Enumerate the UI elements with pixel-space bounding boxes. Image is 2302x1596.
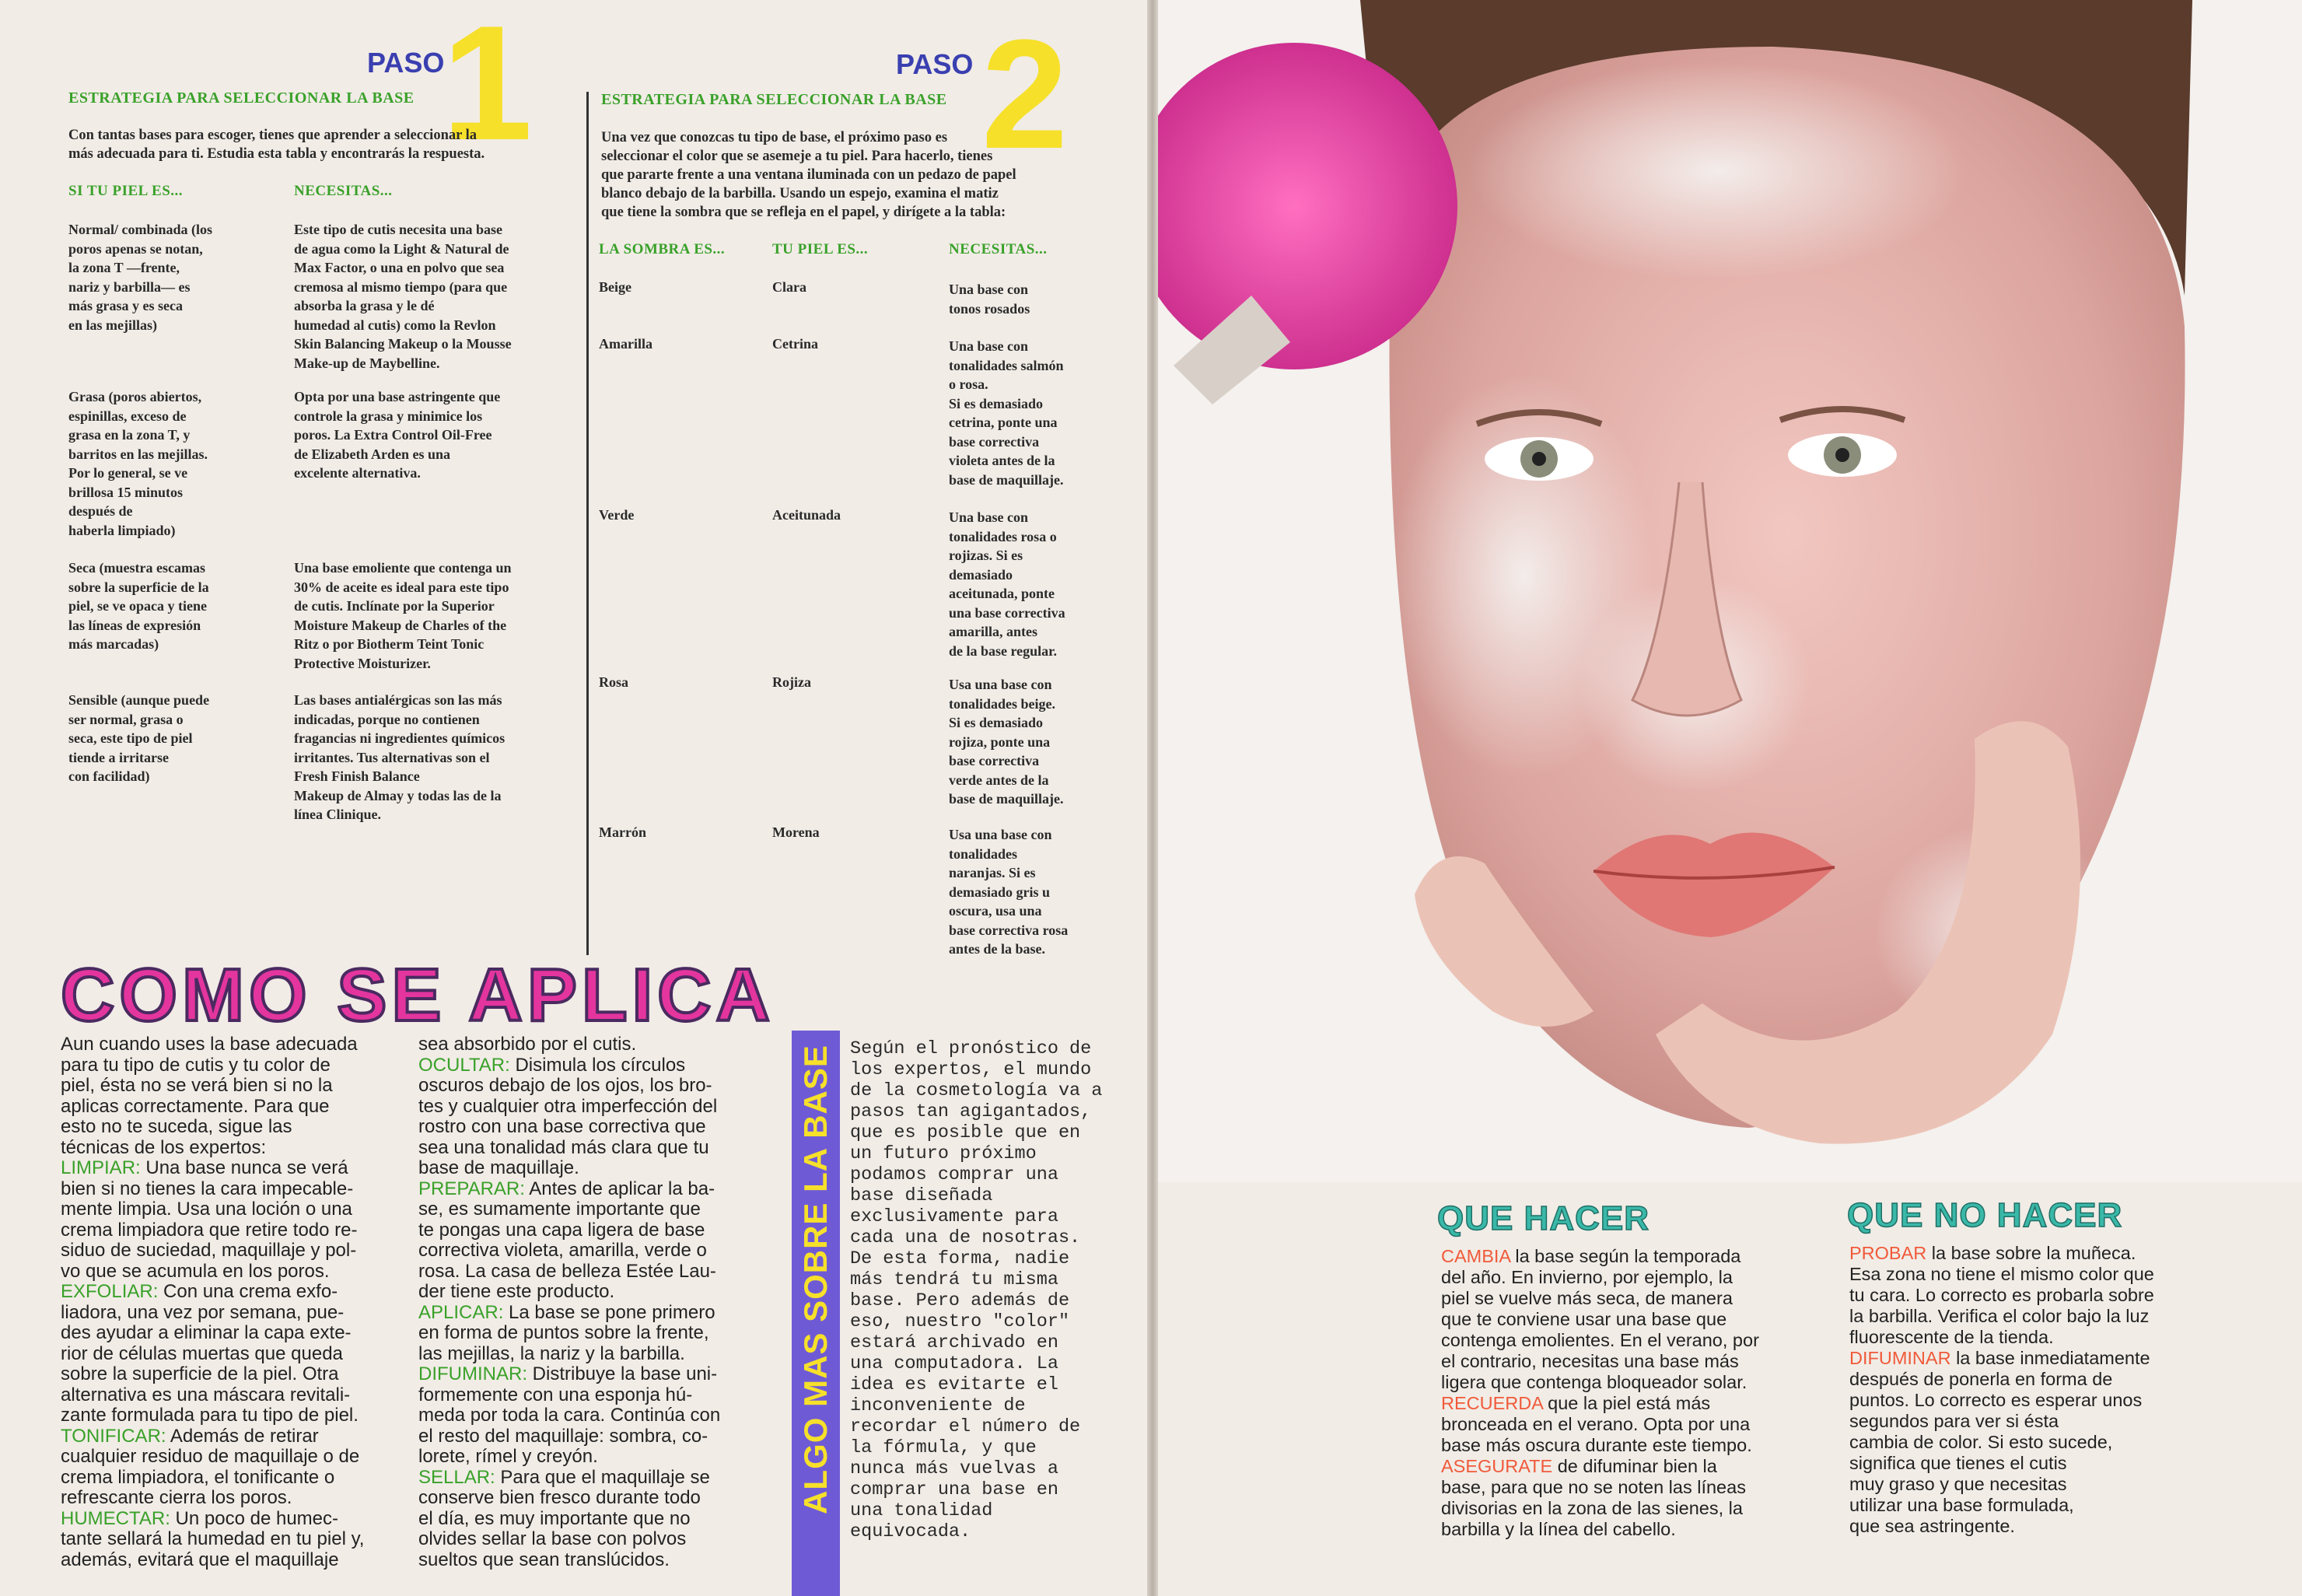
cell-line: más grasa y es seca [68, 298, 183, 313]
body-line: Esa zona no tiene el mismo color que [1849, 1264, 2154, 1284]
sidebar-line: una computadora. La [850, 1353, 1058, 1374]
cell-line: aceitunada, ponte [949, 586, 1055, 601]
cell-line: línea Clinique. [294, 807, 382, 822]
keyword: LIMPIAR: [61, 1157, 141, 1178]
body-line: mente limpia. Usa una loción o una [61, 1199, 352, 1220]
body-line: DIFUMINAR la base inmediatamente [1849, 1348, 2150, 1368]
sidebar-line: base. Pero además de [850, 1290, 1070, 1311]
body-line: APLICAR: La base se pone primero [418, 1301, 715, 1323]
body-line: tante sellará la humedad en tu piel y, [61, 1528, 365, 1549]
como-column-1 [61, 1034, 391, 1570]
cell-line: Makeup de Almay y todas las de la [294, 787, 502, 803]
intro-line: Una vez que conozcas tu tipo de base, el próximo paso es [601, 130, 948, 145]
paso1-col-header-skin: SI TU PIEL ES... [68, 183, 184, 199]
cell-line: rojizas. Si es [949, 548, 1023, 563]
cell-line: tonos rosados [949, 300, 1030, 317]
cell-line: seca, este tipo de piel [68, 730, 193, 746]
body-line: para tu tipo de cutis y tu color de [61, 1054, 331, 1076]
body-line: significa que tienes el cutis [1849, 1453, 2067, 1473]
cell-line: controle la grasa y minimice los [294, 408, 483, 424]
paso2-skin-cell: Clara [772, 279, 806, 295]
keyword: RECUERDA [1441, 1393, 1543, 1413]
paso2-col-header-shadow: LA SOMBRA ES... [599, 241, 726, 257]
paso1-need-cell [294, 220, 574, 373]
cell-line: Normal/ combinada (los [68, 222, 213, 237]
paso1-skin-cell [68, 691, 278, 786]
body-line: en forma de puntos sobre la frente, [418, 1322, 709, 1343]
sidebar-line: los expertos, el mundo [850, 1059, 1092, 1080]
body-line: puntos. Lo correcto es esperar unos [1849, 1390, 2143, 1410]
cell-line: Una base con [949, 282, 1029, 297]
cell-line: absorba la grasa y le dé [294, 298, 435, 313]
body-line: vo que se acumula en los poros. [61, 1260, 330, 1282]
cell-line: Si es demasiado [949, 395, 1044, 411]
paso2-need-cell [949, 337, 1139, 489]
keyword: TONIFICAR: [61, 1425, 166, 1447]
body-line: contenga emolientes. En el verano, por [1441, 1330, 1759, 1350]
body-line: tes y cualquier otra imperfección del [418, 1095, 718, 1117]
body-line: TONIFICAR: Además de retirar [61, 1425, 319, 1447]
model-photo [1158, 0, 2302, 1182]
sidebar-line: inconveniente de [850, 1395, 1026, 1416]
como-column-2 [418, 1034, 749, 1570]
cell-line: Protective Moisturizer. [294, 655, 431, 671]
cell-line: Moisture Makeup de Charles of the [294, 617, 507, 633]
body-line: OCULTAR: Disimula los círculos [418, 1054, 686, 1076]
que-hacer-title: QUE HACER [1437, 1199, 1650, 1237]
body-line: rosa. La casa de belleza Estée Lau- [418, 1260, 716, 1282]
cell-line: Una base con [949, 338, 1029, 354]
paso2-shadow-cell: Beige [599, 279, 631, 295]
body-line: crema limpiadora que retire todo re- [61, 1219, 358, 1241]
sidebar-line: un futuro próximo [850, 1143, 1037, 1164]
que-no-hacer-title: QUE NO HACER [1847, 1196, 2123, 1234]
body-line: PREPARAR: Antes de aplicar la ba- [418, 1178, 715, 1199]
sidebar-title [792, 1031, 840, 1528]
cell-line: demasiado gris u [949, 884, 1051, 900]
paso1-skin-cell [68, 387, 278, 540]
cell-line: irritantes. Tus alternativas son el [294, 749, 490, 765]
cell-line: barritos en las mejillas. [68, 446, 208, 462]
cell-line: las líneas de expresión [68, 617, 201, 633]
cell-line: base correctiva rosa [949, 922, 1069, 938]
body-line: crema limpiadora, el tonificante o [61, 1466, 335, 1488]
body-line: técnicas de los expertos: [61, 1136, 267, 1158]
cell-line: una base correctiva [949, 604, 1065, 621]
body-line: HUMECTAR: Un poco de humec- [61, 1507, 339, 1529]
body-line: cambia de color. Si esto sucede, [1849, 1432, 2113, 1452]
body-line: RECUERDA que la piel está más [1441, 1393, 1711, 1413]
paso2-col-header-need: NECESITAS... [949, 241, 1048, 257]
body-line: fluorescente de la tienda. [1849, 1327, 2054, 1347]
body-line: bien si no tienes la cara impecable- [61, 1178, 354, 1199]
body-line: tu cara. Lo correcto es probarla sobre [1849, 1285, 2154, 1305]
body-line: piel, ésta no se verá bien si no la [61, 1075, 333, 1096]
body-line: sueltos que sean translúcidos. [418, 1549, 670, 1570]
cell-line: 30% de aceite es ideal para este tipo [294, 579, 509, 595]
paso2-col-header-skin: TU PIEL ES... [772, 241, 869, 257]
body-line: después de ponerla en forma de [1849, 1369, 2113, 1389]
cell-line: naranjas. Si es [949, 865, 1036, 880]
body-line: EXFOLIAR: Con una crema exfo- [61, 1281, 338, 1302]
body-line: cualquier residuo de maquillaje o de [61, 1446, 360, 1467]
cell-line: de agua como la Light & Natural de [294, 240, 509, 257]
body-line: barbilla y la línea del cabello. [1441, 1519, 1676, 1539]
que-hacer-body [1441, 1246, 1861, 1540]
keyword: OCULTAR: [418, 1054, 510, 1076]
cell-line: Max Factor, o una en polvo que sea [294, 260, 505, 275]
cell-line: tonalidades salmón [949, 357, 1064, 373]
cell-line: fragancias ni ingredientes químicos [294, 730, 506, 746]
body-line: der tiene este producto. [418, 1281, 615, 1302]
body-line: rior de células muertas que queda [61, 1342, 343, 1364]
sidebar-line: De esta forma, nadie [850, 1248, 1070, 1269]
body-line: des ayudar a eliminar la capa exte- [61, 1322, 352, 1343]
body-line: rostro con una base correctiva que [418, 1116, 706, 1137]
cell-line: tonalidades [949, 845, 1018, 862]
sidebar-title-text: ALGO MAS SOBRE LA BASE [797, 1045, 834, 1514]
que-no-hacer-body [1849, 1243, 2230, 1537]
cell-line: con facilidad) [68, 768, 150, 784]
column-divider [586, 92, 589, 955]
cell-line: cremosa al mismo tiempo (para que [294, 278, 508, 295]
paso1-col-header-need: NECESITAS... [294, 183, 393, 199]
body-line: que te conviene usar una base que [1441, 1309, 1727, 1329]
paso2-number: 2 [981, 8, 1069, 181]
paso2-shadow-cell: Marrón [599, 824, 646, 840]
paso2-skin-cell: Morena [772, 824, 820, 840]
keyword: PREPARAR: [418, 1178, 525, 1199]
cell-line: base correctiva [949, 433, 1040, 450]
paso1-number: 1 [442, 0, 533, 174]
body-line: base de maquillaje. [418, 1157, 579, 1178]
cell-line: base de maquillaje. [949, 791, 1064, 807]
cell-line: Una base emoliente que contenga un [294, 560, 512, 576]
cell-line: piel, se ve opaca y tiene [68, 598, 207, 614]
sidebar-line: que es posible que en [850, 1122, 1081, 1143]
sidebar-line: eso, nuestro "color" [850, 1311, 1070, 1332]
body-line: sobre la superficie de la piel. Otra [61, 1363, 339, 1384]
body-line: base más oscura durante este tiempo. [1441, 1435, 1752, 1455]
keyword: ASEGURATE [1441, 1456, 1553, 1476]
paso2-need-cell [949, 280, 1139, 318]
cell-line: Make-up de Maybelline. [294, 355, 440, 371]
paso2-label: PASO [896, 48, 974, 80]
cell-line: Por lo general, se ve [68, 465, 188, 481]
cell-line: Una base con [949, 509, 1029, 525]
page-gutter [1147, 0, 1158, 1596]
body-line: alternativa es una máscara revitali- [61, 1384, 351, 1405]
cell-line: después de [68, 503, 133, 519]
cell-line: humedad al cutis) como la Revlon [294, 317, 496, 333]
cell-line: Grasa (poros abiertos, [68, 389, 202, 404]
paso2-strategy-heading: ESTRATEGIA PARA SELECCIONAR LA BASE [601, 91, 947, 108]
sidebar-line: podamos comprar una [850, 1164, 1058, 1185]
cell-line: haberla limpiado) [68, 522, 176, 538]
body-line: además, evitará que el maquillaje [61, 1549, 339, 1570]
body-line: conserve bien fresco durante todo [418, 1487, 701, 1508]
cell-line: Usa una base con [949, 827, 1052, 842]
paso2-need-cell [949, 825, 1139, 959]
cell-line: amarilla, antes [949, 624, 1037, 639]
cell-line: espinillas, exceso de [68, 408, 187, 424]
intro-line: más adecuada para ti. Estudia esta tabla y encontrarás la respuesta. [68, 146, 485, 162]
body-line: muy graso y que necesitas [1849, 1474, 2067, 1494]
intro-line: que pararte frente a una ventana iluminada con un pedazo de papel [601, 167, 1016, 183]
sidebar-line: Según el pronóstico de [850, 1038, 1092, 1059]
cell-line: de Elizabeth Arden es una [294, 446, 451, 462]
cell-line: Usa una base con [949, 677, 1052, 692]
paso2-intro [601, 128, 1138, 222]
cell-line: violeta antes de la [949, 453, 1055, 468]
body-line: esto no te suceda, sigue las [61, 1116, 292, 1137]
cell-line: Si es demasiado [949, 715, 1044, 730]
keyword: EXFOLIAR: [61, 1281, 159, 1302]
cell-line: cetrina, ponte una [949, 415, 1058, 430]
body-line: del año. En invierno, por ejemplo, la [1441, 1267, 1733, 1287]
cell-line: Seca (muestra escamas [68, 560, 205, 576]
keyword: DIFUMINAR [1849, 1348, 1951, 1368]
paso2-skin-cell: Aceitunada [772, 507, 841, 523]
sidebar-line: comprar una base en [850, 1479, 1058, 1500]
cell-line: base de maquillaje. [949, 471, 1064, 488]
cell-line: o rosa. [949, 376, 988, 392]
keyword: PROBAR [1849, 1243, 1927, 1263]
cell-line: demasiado [949, 566, 1013, 583]
body-line: sea una tonalidad más clara que tu [418, 1136, 709, 1158]
paso1-need-cell [294, 387, 574, 483]
sidebar-line: más tendrá tu misma [850, 1269, 1058, 1290]
body-line: utilizar una base formulada, [1849, 1495, 2074, 1515]
sidebar-line: idea es evitarte el [850, 1374, 1058, 1395]
body-line: siduo de suciedad, maquillaje y pol- [61, 1240, 357, 1261]
body-line: ligera que contenga bloqueador solar. [1441, 1372, 1747, 1392]
paso1-intro [68, 126, 574, 163]
sidebar-line: de la cosmetología va a [850, 1080, 1103, 1101]
cell-line: tonalidades rosa o [949, 528, 1057, 544]
paso2-shadow-cell: Amarilla [599, 336, 652, 352]
sidebar-line: pasos tan agigantados, [850, 1101, 1092, 1122]
cell-line: verde antes de la [949, 772, 1049, 788]
body-line: liadora, una vez por semana, pue- [61, 1301, 345, 1323]
cell-line: indicadas, porque no contienen [294, 711, 480, 727]
body-line: el resto del maquillaje: sombra, co- [418, 1425, 708, 1447]
body-line: divisorias en la zona de las sienes, la [1441, 1498, 1743, 1518]
cell-line: poros. La Extra Control Oil-Free [294, 427, 492, 443]
como-se-aplica-title: COMO SE APLICA [61, 954, 775, 1037]
model-photo-illustration [1158, 0, 2302, 1182]
intro-line: Con tantas bases para escoger, tienes que aprender a seleccionar la [68, 128, 478, 143]
body-line: se, es sumamente importante que [418, 1199, 701, 1220]
sidebar-line: recordar el número de [850, 1416, 1081, 1437]
body-line: el día, es muy importante que no [418, 1507, 691, 1529]
body-line: bronceada en el verano. Opta por una [1441, 1414, 1751, 1434]
paso2-need-cell [949, 675, 1139, 809]
sidebar-line: estará archivado en [850, 1332, 1058, 1353]
body-line: piel se vuelve más seca, de manera [1441, 1288, 1733, 1308]
body-line: que sea astringente. [1849, 1516, 2015, 1536]
body-line: aplicas correctamente. Para que [61, 1095, 330, 1117]
paso2-need-cell [949, 508, 1139, 660]
cell-line: rojiza, ponte una [949, 733, 1051, 750]
sidebar-line: exclusivamente para [850, 1206, 1058, 1227]
cell-line: Este tipo de cutis necesita una base [294, 222, 503, 237]
paso1-label: PASO [367, 47, 445, 79]
cell-line: la zona T —frente, [68, 260, 180, 275]
body-line: SELLAR: Para que el maquillaje se [418, 1466, 710, 1488]
paso2-shadow-cell: Rosa [599, 674, 629, 690]
keyword: CAMBIA [1441, 1246, 1510, 1266]
cell-line: poros apenas se notan, [68, 240, 203, 257]
paso1-skin-cell [68, 220, 278, 334]
cell-line: Skin Balancing Makeup o la Mousse [294, 336, 512, 352]
cell-line: grasa en la zona T, y [68, 427, 191, 443]
paso1-need-cell [294, 691, 574, 824]
paso1-need-cell [294, 558, 574, 673]
cell-line: Ritz o por Biotherm Teint Tonic [294, 636, 485, 652]
sidebar-line: nunca más vuelvas a [850, 1458, 1058, 1479]
keyword: SELLAR: [418, 1466, 495, 1488]
body-line: segundos para ver si ésta [1849, 1411, 2059, 1431]
body-line: ASEGURATE de difuminar bien la [1441, 1456, 1717, 1476]
cell-line: antes de la base. [949, 941, 1046, 957]
cell-line: ser normal, grasa o [68, 711, 184, 727]
cell-line: más marcadas) [68, 636, 159, 652]
cell-line: brillosa 15 minutos [68, 484, 184, 500]
sidebar-body [850, 1038, 1111, 1542]
body-line: te pongas una capa ligera de base [418, 1219, 705, 1241]
cell-line: base correctiva [949, 753, 1040, 768]
sidebar-line: equivocada. [850, 1521, 971, 1542]
body-line: lorete, rímel y creyón. [418, 1446, 598, 1467]
body-line: LIMPIAR: Una base nunca se verá [61, 1157, 348, 1178]
body-line: zante formulada para tu tipo de piel. [61, 1405, 359, 1426]
intro-line: blanco debajo de la barbilla. Usando un espejo, examina el matiz [601, 186, 999, 201]
keyword: HUMECTAR: [61, 1507, 170, 1529]
keyword: APLICAR: [418, 1301, 504, 1323]
keyword: DIFUMINAR: [418, 1363, 527, 1384]
paso2-skin-cell: Rojiza [772, 674, 811, 690]
sidebar-line: la fórmula, y que [850, 1437, 1037, 1458]
body-line: base, para que no se noten las líneas [1441, 1477, 1746, 1497]
cell-line: oscura, usa una [949, 903, 1042, 919]
cell-line: tiende a irritarse [68, 749, 169, 765]
cell-line: en las mejillas) [68, 317, 157, 333]
body-line: las mejillas, la nariz y la barbilla. [418, 1342, 685, 1364]
body-line: Aun cuando uses la base adecuada [61, 1034, 358, 1055]
body-line: DIFUMINAR: Distribuye la base uni- [418, 1363, 718, 1384]
cell-line: de cutis. Inclínate por la Superior [294, 598, 495, 614]
body-line: CAMBIA la base según la temporada [1441, 1246, 1741, 1266]
cell-line: Sensible (aunque puede [68, 692, 210, 708]
paso1-strategy-heading: ESTRATEGIA PARA SELECCIONAR LA BASE [68, 89, 415, 107]
cell-line: Las bases antialérgicas son las más [294, 692, 502, 708]
body-line: el contrario, necesitas una base más [1441, 1351, 1739, 1371]
body-line: refrescante cierra los poros. [61, 1487, 292, 1508]
body-line: meda por toda la cara. Continúa con [418, 1405, 721, 1426]
cell-line: tonalidades beige. [949, 695, 1056, 712]
paso2-shadow-cell: Verde [599, 507, 635, 523]
paso1-skin-cell [68, 558, 278, 654]
paso2-skin-cell: Cetrina [772, 336, 818, 352]
cell-line: excelente alternativa. [294, 465, 421, 481]
body-line: sea absorbido por el cutis. [418, 1034, 637, 1055]
cell-line: nariz y barbilla— es [68, 278, 191, 295]
body-line: la barbilla. Verifica el color bajo la luz [1849, 1306, 2150, 1326]
sidebar-line: cada una de nosotras. [850, 1227, 1081, 1248]
intro-line: que tiene la sombra que se refleja en el papel, y dirígete a la tabla: [601, 205, 1006, 220]
body-line: PROBAR la base sobre la muñeca. [1849, 1243, 2136, 1263]
intro-line: seleccionar el color que se asemeje a tu piel. Para hacerlo, tienes [601, 149, 993, 164]
body-line: olvides sellar la base con polvos [418, 1528, 687, 1549]
sidebar-line: base diseñada [850, 1185, 993, 1206]
cell-line: Opta por una base astringente que [294, 389, 501, 404]
body-line: formemente con una esponja hú- [418, 1384, 693, 1405]
cell-line: sobre la superficie de la [68, 579, 209, 595]
cell-line: de la base regular. [949, 642, 1058, 659]
body-line: correctiva violeta, amarilla, verde o [418, 1240, 707, 1261]
sidebar-line: una tonalidad [850, 1500, 993, 1521]
body-line: oscuros debajo de los ojos, los bro- [418, 1075, 712, 1096]
cell-line: Fresh Finish Balance [294, 768, 420, 784]
